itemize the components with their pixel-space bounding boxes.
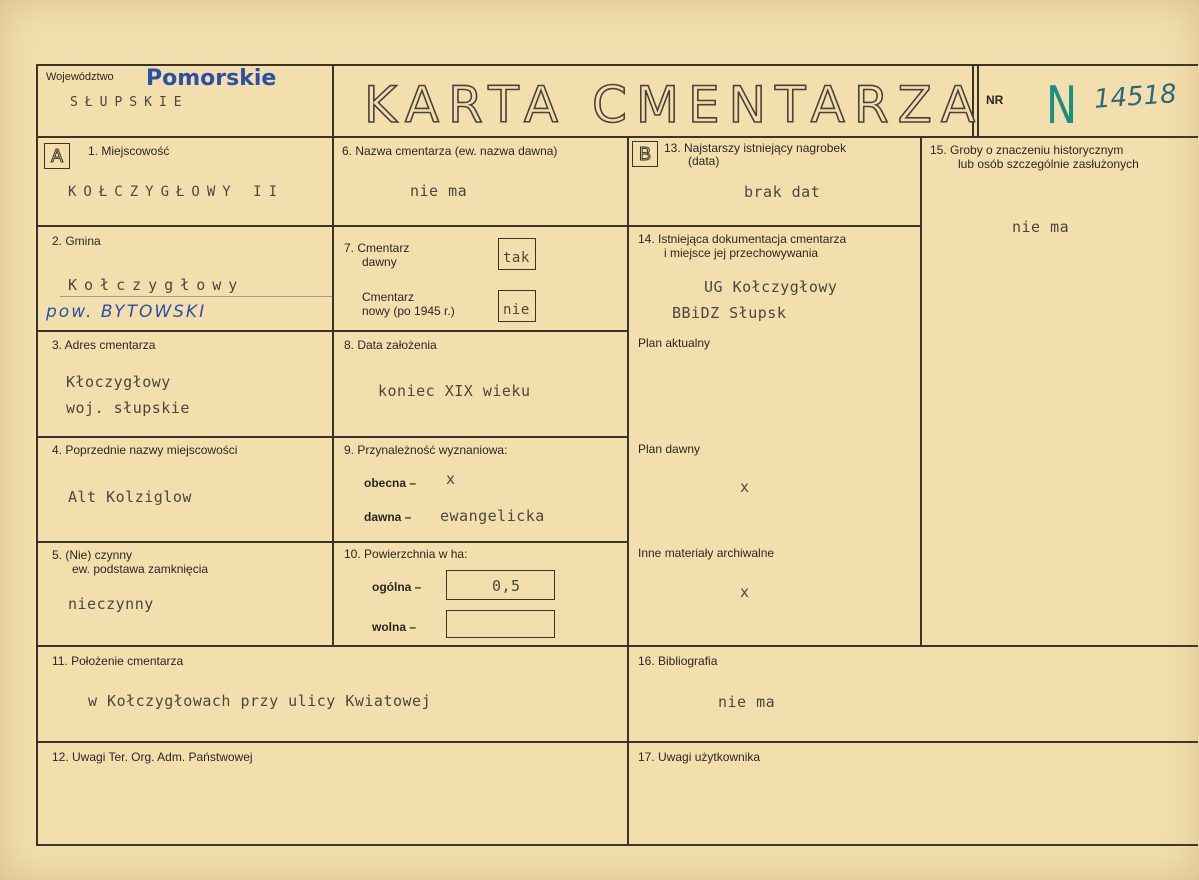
field-7-dawny-label: dawny [362,255,397,269]
field-5-value: nieczynny [68,595,154,613]
row-line-b [627,225,921,227]
col-divider-1 [332,136,334,645]
field-1-value: KOŁCZYGŁOWY II [68,184,285,200]
field-13-label-2: (data) [688,154,720,168]
field-8-label: 8. Data założenia [344,338,437,352]
field-16-label: 16. Bibliografia [638,654,718,668]
header-divider-1 [332,64,334,137]
field-7-nowy-label-1: Cmentarz [362,290,415,304]
field-14-line2: BBiDZ Słupsk [672,304,787,322]
field-2-label: 2. Gmina [52,234,101,248]
field-15-value: nie ma [1012,218,1070,236]
plan-dawny-label: Plan dawny [638,442,701,456]
wojewodztwo-typed: SŁUPSKIE [70,95,189,110]
field-12-label: 12. Uwagi Ter. Org. Adm. Państwowej [52,750,253,764]
nr-letter: N [1046,76,1078,136]
field-6-value: nie ma [410,182,468,200]
gmina-underline [60,296,332,297]
col-divider-3 [920,136,922,645]
field-15-label-2: lub osób szczególnie zasłużonych [958,157,1139,171]
field-14-line1: UG Kołczygłowy [704,278,838,296]
inne-materialy-label: Inne materiały archiwalne [638,546,775,560]
row-line-2 [36,330,628,332]
field-14-label-1: 14. Istniejąca dokumentacja cmentarza [638,232,847,246]
field-7-nowy-value: nie [503,302,530,318]
row-line-3 [36,436,628,438]
field-10-ogolna-value: 0,5 [492,577,521,595]
field-15-label-1: 15. Groby o znaczeniu historycznym [930,143,1124,157]
field-11-label: 11. Położenie cmentarza [52,654,184,668]
field-2-handwritten: pow. BYTOWSKI [46,302,207,322]
row-line-1 [36,225,628,227]
plan-aktualny-label: Plan aktualny [638,336,711,350]
field-3-label: 3. Adres cmentarza [52,338,156,352]
inne-materialy-value: x [740,583,750,601]
field-8-value: koniec XIX wieku [378,382,531,400]
field-16-value: nie ma [718,693,776,711]
field-11-value: w Kołczygłowach przy ulicy Kwiatowej [88,692,432,710]
row-line-4 [36,541,628,543]
field-14-label-2: i miejsce jej przechowywania [664,246,819,260]
field-7-nowy-label-2: nowy (po 1945 r.) [362,304,455,318]
field-4-value: Alt Kolziglow [68,488,192,506]
field-5-label-1: 5. (Nie) czynny [52,548,133,562]
section-a-box: A [44,143,70,169]
field-9-label: 9. Przynależność wyznaniowa: [344,443,508,457]
row-line-5 [36,645,1198,647]
field-3-line1: Kłoczygłowy [66,373,171,391]
frame-left [36,64,38,845]
field-7-dawny-value: tak [503,250,530,266]
field-5-label-2: ew. podstawa zamknięcia [72,562,209,576]
frame-bottom [36,844,1198,846]
field-9-obecna-label: obecna – [364,476,417,490]
nr-number: 14518 [1093,79,1178,115]
field-3-line2: woj. słupskie [66,399,190,417]
col-divider-2 [627,136,629,845]
field-4-label: 4. Poprzednie nazwy miejscowości [52,443,238,457]
field-9-obecna-value: x [446,470,456,488]
section-b-box: B [632,141,658,167]
wojewodztwo-stamp: Pomorskie [146,66,277,91]
field-10-ogolna-label: ogólna – [372,580,422,594]
field-10-label: 10. Powierzchnia w ha: [344,547,468,561]
field-17-label: 17. Uwagi użytkownika [638,750,761,764]
field-9-dawna-label: dawna – [364,510,412,524]
field-10-wolna-label: wolna – [372,620,417,634]
wojewodztwo-label: Województwo [46,71,114,83]
field-10-wolna-box [446,610,555,638]
field-13-label-1: 13. Najstarszy istniejący nagrobek [664,141,847,155]
field-13-value: brak dat [744,183,821,201]
field-2-value: Kołczygłowy [68,276,245,294]
nr-label: NR [986,93,1004,107]
field-1-label: 1. Miejscowość [88,144,170,158]
field-6-label: 6. Nazwa cmentarza (ew. nazwa dawna) [342,144,558,158]
row-line-6 [36,741,1198,743]
field-9-dawna-value: ewangelicka [440,507,545,525]
header-bottom [36,136,1198,138]
card-title: KARTA CMENTARZA [364,76,985,134]
plan-dawny-value: x [740,478,750,496]
field-7-label: 7. Cmentarz [344,241,410,255]
